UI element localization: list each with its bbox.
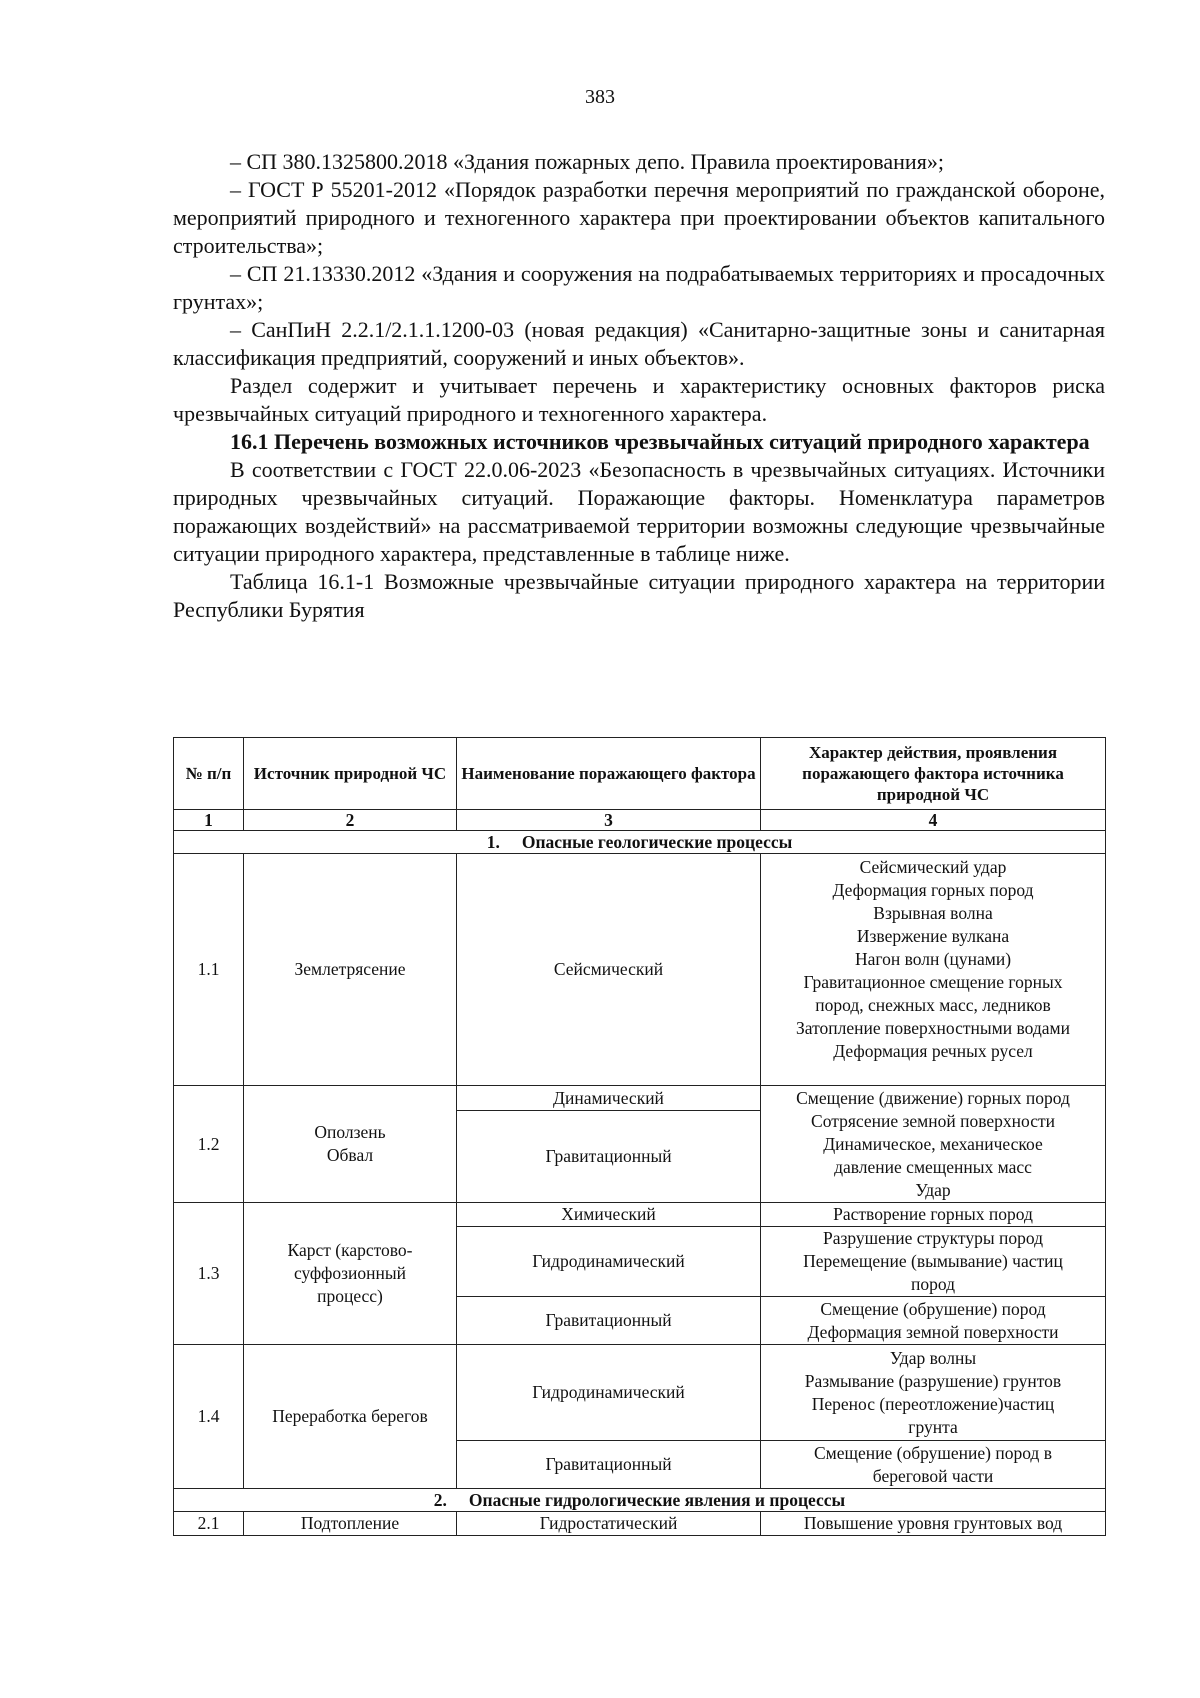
table-header-row <box>174 738 1106 810</box>
effect-line: Смещение (обрушение) пород <box>820 1298 1046 1319</box>
row-factor: Гидростатический <box>457 1512 761 1536</box>
row-effect: Растворение горных пород <box>761 1203 1106 1227</box>
row-effect: Повышение уровня грунтовых вод <box>761 1512 1106 1536</box>
effect-line: Извержение вулкана <box>856 926 1010 946</box>
section-title <box>174 831 1106 854</box>
row-effects <box>761 1297 1106 1345</box>
source-line: суффозионный <box>293 1263 407 1283</box>
effect-line: Разрушение структуры пород <box>822 1228 1044 1248</box>
effect-line: Гравитационное смещение горных <box>803 972 1063 992</box>
table-row <box>174 854 1106 1086</box>
effect-line: Удар волны <box>889 1347 977 1368</box>
row-number: 2.1 <box>174 1512 244 1536</box>
column-number: 2 <box>244 810 457 831</box>
effect-line: Деформация земной поверхности <box>807 1321 1059 1342</box>
table-row <box>174 1345 1106 1441</box>
row-factor: Гравитационный <box>457 1441 761 1489</box>
row-effects <box>761 1441 1106 1489</box>
section-number: 1. <box>486 832 500 852</box>
effect-line: Смещение (обрушение) пород в <box>814 1442 1052 1463</box>
section-row-hydrological <box>174 1489 1106 1512</box>
row-factor: Динамический <box>457 1086 761 1111</box>
source-line: процесс) <box>317 1286 383 1306</box>
row-effects <box>761 1086 1106 1203</box>
row-factor: Сейсмический <box>457 854 761 1086</box>
effect-line: Перенос (переотложение)частиц <box>811 1393 1055 1414</box>
effect-line: Взрывная волна <box>873 903 993 923</box>
table-row <box>174 1203 1106 1227</box>
row-factor: Гравитационный <box>457 1111 761 1203</box>
section-name: Опасные гидрологические явления и процессы <box>468 1490 846 1510</box>
row-effects <box>761 854 1106 1086</box>
effect-line: береговой части <box>872 1465 994 1486</box>
section-name: Опасные геологические процессы <box>521 832 793 852</box>
source-line: Оползень <box>314 1122 386 1142</box>
column-number-row <box>174 810 1106 831</box>
row-factor: Химический <box>457 1203 761 1227</box>
column-number: 1 <box>174 810 244 831</box>
source-line: Обвал <box>326 1145 374 1165</box>
effect-line: Смещение (движение) горных пород <box>796 1087 1070 1108</box>
effect-line: Деформация горных пород <box>832 880 1034 900</box>
effect-line: Нагон волн (цунами) <box>854 949 1012 969</box>
effect-line: пород <box>910 1274 955 1294</box>
row-source <box>244 1203 457 1345</box>
effect-line: Затопление поверхностными водами <box>796 1018 1070 1038</box>
effect-line: Размывание (разрушение) грунтов <box>804 1370 1062 1391</box>
page-number: 383 <box>585 86 615 108</box>
header-effect: Характер действия, проявления поражающего фактора источника природной ЧС <box>761 738 1106 810</box>
paragraph-section-summary: Раздел содержит и учитывает перечень и характеристику основных факторов риска чрезвычайных ситуаций природного и техногенного характера. <box>173 373 1105 426</box>
header-source: Источник природной ЧС <box>244 738 457 810</box>
paragraph-sanpin: – СанПиН 2.2.1/2.1.1.1200-03 (новая редакция) «Санитарно-защитные зоны и санитарная классификация предприятий, сооружений и иных объектов». <box>173 317 1105 370</box>
document-text <box>173 148 1105 624</box>
hazards-table <box>173 737 1106 1536</box>
effect-line: Сотрясение земной поверхности <box>811 1110 1055 1131</box>
effect-line: пород, снежных масс, ледников <box>815 995 1051 1015</box>
row-factor: Гравитационный <box>457 1297 761 1345</box>
effect-line: Деформация речных русел <box>833 1041 1033 1061</box>
effect-line: грунта <box>908 1416 958 1437</box>
row-number: 1.4 <box>174 1345 244 1489</box>
section-title <box>174 1489 1106 1512</box>
table-row <box>174 1512 1106 1536</box>
intro-paragraph: В соответствии с ГОСТ 22.0.06-2023 «Безопасность в чрезвычайных ситуациях. Источники природных чрезвычайных ситуаций. Поражающие факторы. Номенклатура параметров поражающих воздействий» на рассматриваемой территории возможны следующие чрезвычайные ситуации природного характера, представленные в таблице ниже. <box>173 457 1105 566</box>
row-number: 1.2 <box>174 1086 244 1203</box>
column-number: 4 <box>761 810 1106 831</box>
row-source: Землетрясение <box>244 854 457 1086</box>
paragraph-gost-55201: – ГОСТ Р 55201-2012 «Порядок разработки перечня мероприятий по гражданской обороне, мероприятий природного и техногенного характера при проектировании объектов капитального строительства»; <box>173 177 1105 258</box>
row-source: Подтопление <box>244 1512 457 1536</box>
row-factor: Гидродинамический <box>457 1345 761 1441</box>
effect-line: давление смещенных масс <box>834 1156 1032 1177</box>
effect-line: Удар <box>915 1179 951 1200</box>
column-number: 3 <box>457 810 761 831</box>
paragraph-sp-380: – СП 380.1325800.2018 «Здания пожарных депо. Правила проектирования»; <box>230 149 944 174</box>
section-row-geological <box>174 831 1106 854</box>
table-caption: Таблица 16.1-1 Возможные чрезвычайные ситуации природного характера на территории Республики Бурятия <box>173 569 1105 622</box>
row-source: Переработка берегов <box>244 1345 457 1489</box>
effect-line: Сейсмический удар <box>859 857 1007 877</box>
section-number: 2. <box>433 1490 447 1510</box>
row-effects <box>761 1345 1106 1441</box>
effect-line: Динамическое, механическое <box>823 1133 1043 1154</box>
row-number: 1.3 <box>174 1203 244 1345</box>
row-number: 1.1 <box>174 854 244 1086</box>
effect-line: Перемещение (вымывание) частиц <box>803 1251 1063 1271</box>
table-row <box>174 1086 1106 1111</box>
source-line: Карст (карстово- <box>287 1240 413 1260</box>
paragraph-sp-21: – СП 21.13330.2012 «Здания и сооружения на подрабатываемых территориях и просадочных грунтах»; <box>173 261 1105 314</box>
header-factor: Наименование поражающего фактора <box>457 738 761 810</box>
row-factor: Гидродинамический <box>457 1227 761 1297</box>
row-effects <box>761 1227 1106 1297</box>
section-heading: 16.1 Перечень возможных источников чрезвычайных ситуаций природного характера <box>230 429 1090 454</box>
header-number: № п/п <box>174 738 244 810</box>
row-source <box>244 1086 457 1203</box>
